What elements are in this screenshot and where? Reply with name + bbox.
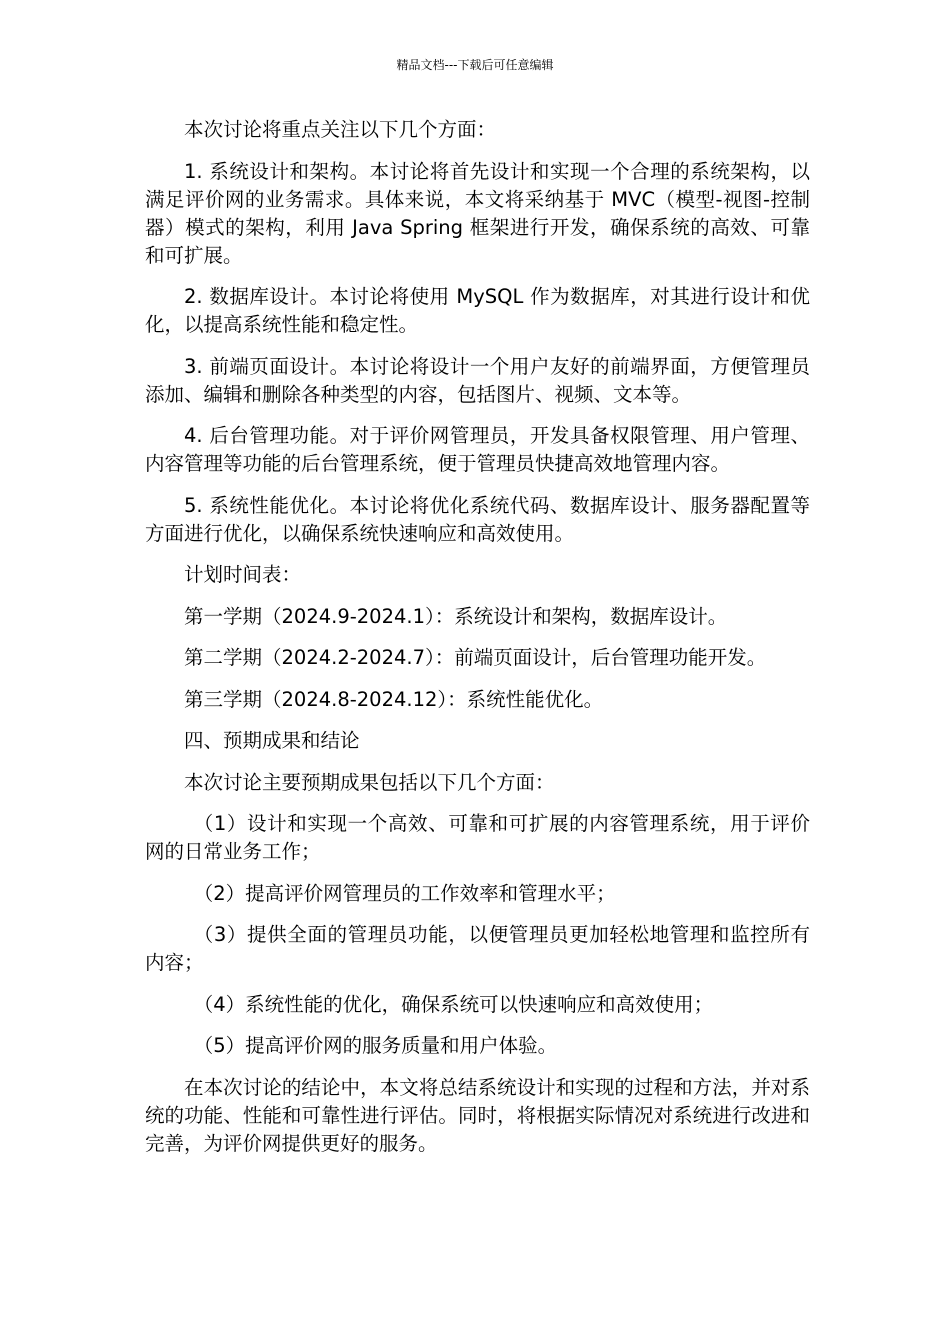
outcome-item-2: （2）提高评价网管理员的工作效率和管理水平；	[193, 881, 616, 905]
outcome-item-5: （5）提高评价网的服务质量和用户体验。	[193, 1034, 558, 1057]
outcome-item-1: （1）设计和实现一个高效、可靠和可扩展的内容管理系统，用于评价网的日常业务工作；	[145, 812, 810, 863]
intro-paragraph: 本次讨论将重点关注以下几个方面：	[184, 118, 497, 141]
item-backend-management: 4. 后台管理功能。对于评价网管理员，开发具备权限管理、用户管理、内容管理等功能的后台管理系统，便于管理员快捷高效地管理内容。	[145, 424, 810, 475]
schedule-term-1: 第一学期（2024.9-2024.1）：系统设计和架构，数据库设计。	[184, 604, 728, 628]
outcome-item-4: （4）系统性能的优化，确保系统可以快速响应和高效使用；	[193, 992, 714, 1016]
item-system-design: 1. 系统设计和架构。本讨论将首先设计和实现一个合理的系统架构，以满足评价网的业务需求。具体来说，本文将采纳基于 MVC（模型-视图-控制器）模式的架构，利用 Java Spring 框架进行开发，确保系统的高效、可靠和可扩展。	[145, 159, 810, 267]
schedule-heading: 计划时间表：	[184, 563, 302, 586]
schedule-term-2: 第二学期（2024.2-2024.7）：前端页面设计，后台管理功能开发。	[184, 646, 767, 669]
item-frontend-design: 3. 前端页面设计。本讨论将设计一个用户友好的前端界面，方便管理员添加、编辑和删除各种类型的内容，包括图片、视频、文本等。	[145, 354, 810, 406]
outcomes-intro: 本次讨论主要预期成果包括以下几个方面：	[184, 770, 555, 794]
conclusion-paragraph: 在本次讨论的结论中，本文将总结系统设计和实现的过程和方法，并对系统的功能、性能和可靠性进行评估。同时，将根据实际情况对系统进行改进和完善，为评价网提供更好的服务。	[145, 1075, 810, 1155]
section-heading: 四、预期成果和结论	[184, 729, 360, 752]
page-header: 精品文档---下载后可任意编辑	[396, 58, 554, 72]
item-database-design: 2. 数据库设计。本讨论将使用 MySQL 作为数据库，对其进行设计和优化，以提高系统性能和稳定性。	[145, 285, 810, 336]
schedule-term-3: 第三学期（2024.8-2024.12）：系统性能优化。	[184, 687, 604, 711]
item-performance-optimization: 5. 系统性能优化。本讨论将优化系统代码、数据库设计、服务器配置等方面进行优化，以确保系统快速响应和高效使用。	[145, 493, 810, 545]
outcome-item-3: （3）提供全面的管理员功能，以便管理员更加轻松地管理和监控所有内容；	[145, 923, 810, 974]
document-body	[145, 116, 810, 1171]
